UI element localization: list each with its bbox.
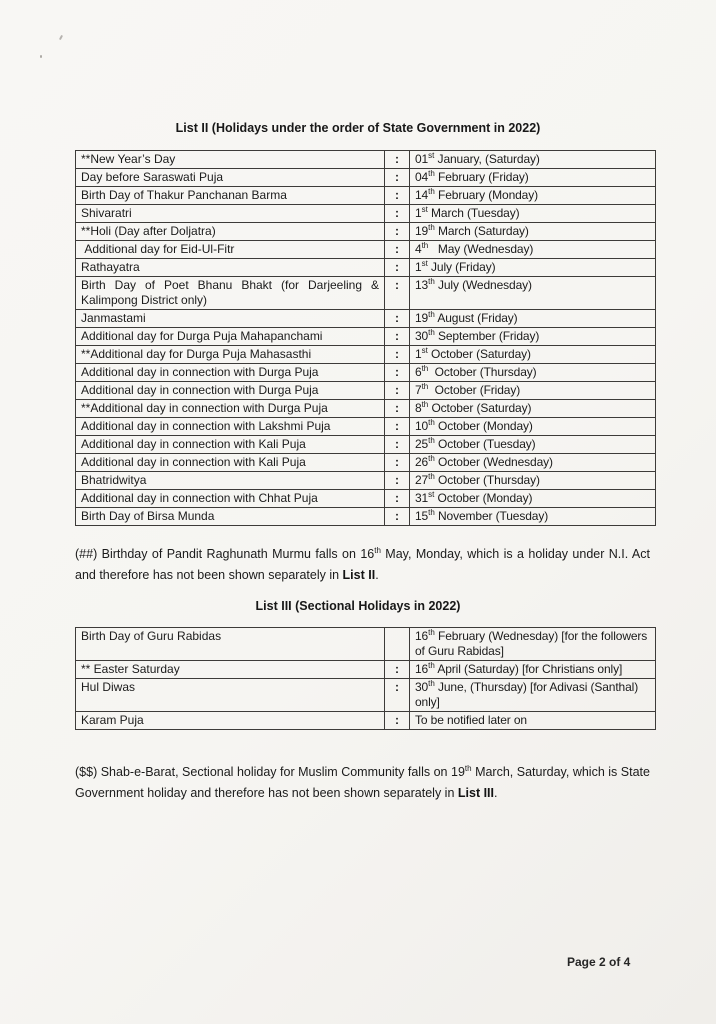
table-row [76,346,656,364]
cell-date: 19th March (Saturday) [410,223,656,241]
table-row [76,418,656,436]
cell-name: Day before Saraswati Puja [76,169,385,187]
cell-sep: : [385,508,410,526]
list3-title: List III (Sectional Holidays in 2022) [255,599,461,613]
cell-sep: : [385,418,410,436]
cell-date: 4th May (Wednesday) [410,241,656,259]
list3-holidays-table [75,627,656,730]
cell-date: To be notified later on [410,712,656,730]
table-row [76,628,656,661]
cell-name: Bhatridwitya [76,472,385,490]
table-row [76,679,656,712]
cell-sep: : [385,277,410,310]
cell-date: 31st October (Monday) [410,490,656,508]
cell-name: **New Year’s Day [76,151,385,169]
note-list2-bold: List II [342,567,376,582]
cell-date: 1st July (Friday) [410,259,656,277]
cell-name: **Additional day for Durga Puja Mahasasthi [76,346,385,364]
cell-name: Hul Diwas [76,679,385,712]
note-list3 [75,762,650,803]
cell-name: Janmastami [76,310,385,328]
cell-date: 7th October (Friday) [410,382,656,400]
table-row [76,187,656,205]
cell-name: Rathayatra [76,259,385,277]
table-row [76,490,656,508]
cell-name: Karam Puja [76,712,385,730]
cell-name: Birth Day of Birsa Munda [76,508,385,526]
scan-speck [59,35,63,40]
cell-date: 6th October (Thursday) [410,364,656,382]
table-row [76,712,656,730]
scan-speck [40,55,42,58]
table-row [76,259,656,277]
cell-date: 01st January, (Saturday) [410,151,656,169]
cell-name: Birth Day of Thakur Panchanan Barma [76,187,385,205]
cell-sep: : [385,436,410,454]
list2-holidays-table [75,150,656,526]
cell-name: Additional day for Eid-Ul-Fitr [76,241,385,259]
cell-name: **Holi (Day after Doljatra) [76,223,385,241]
cell-sep: : [385,661,410,679]
cell-sep: : [385,400,410,418]
cell-sep: : [385,241,410,259]
cell-date: 26th October (Wednesday) [410,454,656,472]
cell-name: Additional day in connection with Durga Puja [76,382,385,400]
table-row [76,241,656,259]
cell-date: 25th October (Tuesday) [410,436,656,454]
note-list3-bold: List III [457,785,495,800]
table-row [76,400,656,418]
table-row [76,472,656,490]
cell-sep: : [385,364,410,382]
table-row [76,454,656,472]
cell-sep: : [385,310,410,328]
cell-date: 14th February (Monday) [410,187,656,205]
table-row [76,508,656,526]
note-list2-suffix: . [375,567,379,582]
page-number: Page 2 of 4 [567,955,631,969]
note-list3-text: ($$) Shab-e-Barat, Sectional holiday for Muslim Community falls on 19th March, Saturday, which is State Government holiday and therefore has not been shown separately in [75,763,650,800]
cell-name: Birth Day of Guru Rabidas [76,628,385,661]
cell-sep: : [385,454,410,472]
cell-date: 1st March (Tuesday) [410,205,656,223]
cell-date: 19th August (Friday) [410,310,656,328]
note-list3-suffix: . [494,785,498,800]
cell-sep: : [385,187,410,205]
table-row [76,661,656,679]
cell-date: 30th June, (Thursday) [for Adivasi (Santhal) only] [410,679,656,712]
cell-sep: : [385,472,410,490]
cell-date: 27th October (Thursday) [410,472,656,490]
cell-date: 10th October (Monday) [410,418,656,436]
cell-date: 1st October (Saturday) [410,346,656,364]
cell-sep: : [385,328,410,346]
cell-date: 04th February (Friday) [410,169,656,187]
cell-name: Additional day in connection with Kali Puja [76,454,385,472]
cell-name: **Additional day in connection with Durga Puja [76,400,385,418]
table-row [76,277,656,310]
cell-sep: : [385,346,410,364]
cell-name: Additional day in connection with Durga Puja [76,364,385,382]
table-row [76,205,656,223]
note-list2 [75,544,650,585]
cell-date: 15th November (Tuesday) [410,508,656,526]
cell-date: 30th September (Friday) [410,328,656,346]
table-row [76,436,656,454]
cell-sep [385,628,410,661]
table-row [76,364,656,382]
cell-sep: : [385,712,410,730]
cell-sep: : [385,151,410,169]
cell-date: 13th July (Wednesday) [410,277,656,310]
cell-date: 16th April (Saturday) [for Christians only] [410,661,656,679]
cell-date: 8th October (Saturday) [410,400,656,418]
cell-name: ** Easter Saturday [76,661,385,679]
note-list2-text: (##) Birthday of Pandit Raghunath Murmu falls on 16th May, Monday, which is a holiday under N.I. Act and therefore has not been shown separately in [75,545,650,582]
table-row [76,223,656,241]
table-row [76,328,656,346]
table-row [76,310,656,328]
cell-sep: : [385,490,410,508]
list2-title: List II (Holidays under the order of State Government in 2022) [175,121,541,135]
cell-name: Shivaratri [76,205,385,223]
cell-name: Additional day in connection with Kali Puja [76,436,385,454]
cell-sep: : [385,205,410,223]
cell-name: Additional day for Durga Puja Mahapanchami [76,328,385,346]
cell-date: 16th February (Wednesday) [for the followers of Guru Rabidas] [410,628,656,661]
cell-sep: : [385,169,410,187]
cell-sep: : [385,259,410,277]
cell-name: Additional day in connection with Lakshmi Puja [76,418,385,436]
table-row [76,151,656,169]
cell-name: Additional day in connection with Chhat Puja [76,490,385,508]
cell-sep: : [385,382,410,400]
table-row [76,382,656,400]
cell-sep: : [385,679,410,712]
cell-name: Birth Day of Poet Bhanu Bhakt (for Darjeeling & Kalimpong District only) [76,277,385,310]
cell-sep: : [385,223,410,241]
table-row [76,169,656,187]
